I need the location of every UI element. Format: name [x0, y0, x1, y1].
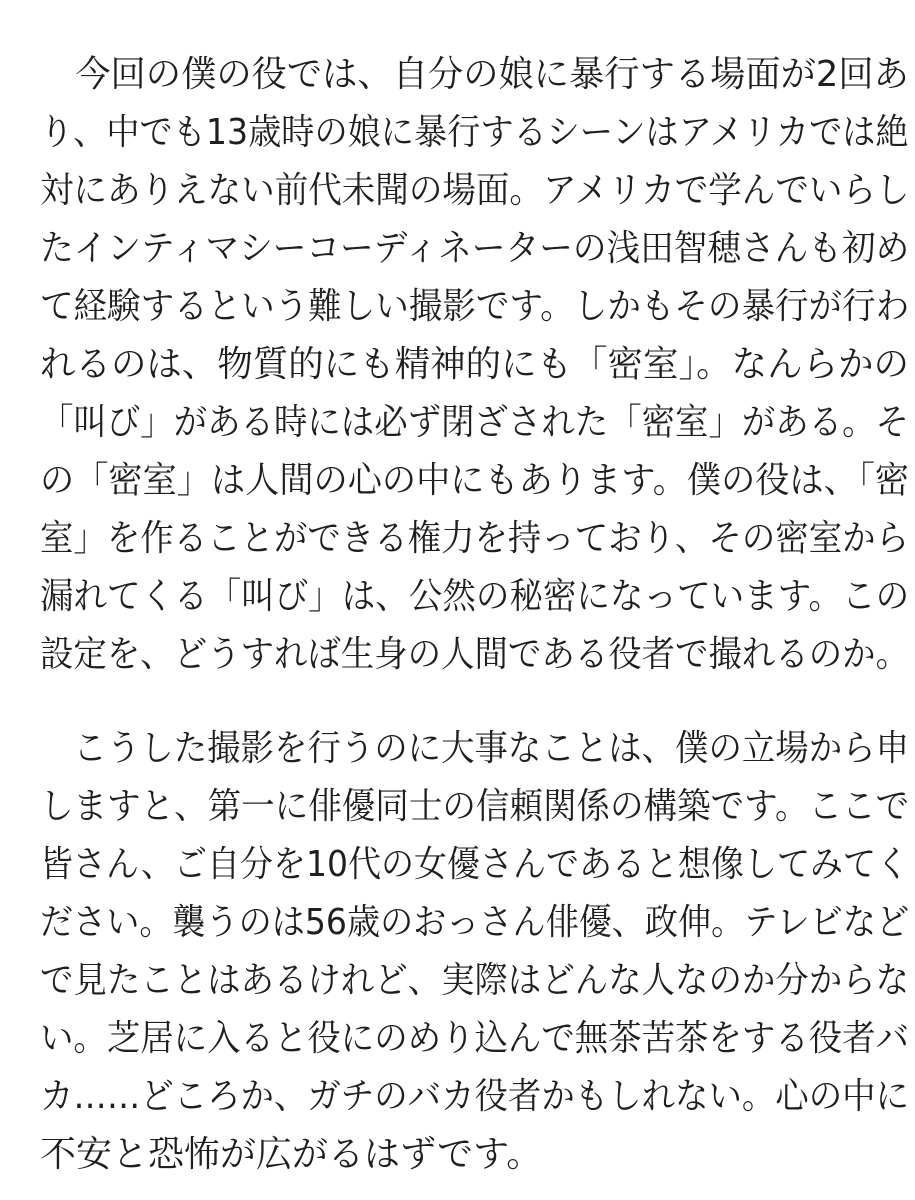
text-line: 設定を、どうすれば生身の人間である役者で撮れるのか。 — [40, 634, 910, 675]
text-line: の「密室」は人間の心の中にもあります。僕の役は、「密 — [40, 460, 910, 501]
text-line: 不安と恐怖が広がるはずです。 — [40, 1134, 543, 1175]
text-line: い。芝居に入ると役にのめり込んで無茶苦茶をする役者バ — [40, 1018, 910, 1059]
text-line: で見たことはあるけれど、実際はどんな人なのか分からな — [40, 960, 910, 1001]
text-line: こうした撮影を行うのに大事なことは、僕の立場から申 — [40, 728, 910, 769]
text-line: て経験するという難しい撮影です。しかもその暴行が行わ — [40, 286, 910, 327]
text-line: たインティマシーコーディネーターの浅田智穂さんも初め — [40, 228, 910, 269]
text-line: ださい。襲うのは56歳のおっさん俳優、政伸。テレビなど — [40, 902, 910, 943]
text-line: しますと、第一に俳優同士の信頼関係の構築です。ここで — [40, 786, 910, 827]
text-line: 「叫び」がある時には必ず閉ざされた「密室」がある。そ — [40, 402, 910, 443]
text-line: り、中でも13歳時の娘に暴行するシーンはアメリカでは絶 — [40, 112, 909, 153]
text-line: 漏れてくる「叫び」は、公然の秘密になっています。この — [40, 576, 910, 617]
text-line: 今回の僕の役では、自分の娘に暴行する場面が2回あ — [40, 54, 909, 95]
text-line: れるのは、物質的にも精神的にも「密室」。なんらかの — [40, 344, 910, 385]
text-line: 皆さん、ご自分を10代の女優さんであると想像してみてく — [40, 844, 909, 885]
text-line: カ……どころか、ガチのバカ役者かもしれない。心の中に — [40, 1076, 910, 1117]
text-line: 対にありえない前代未聞の場面。アメリカで学んでいらし — [40, 170, 910, 211]
text-line: 室」を作ることができる権力を持っており、その密室から — [40, 518, 910, 559]
